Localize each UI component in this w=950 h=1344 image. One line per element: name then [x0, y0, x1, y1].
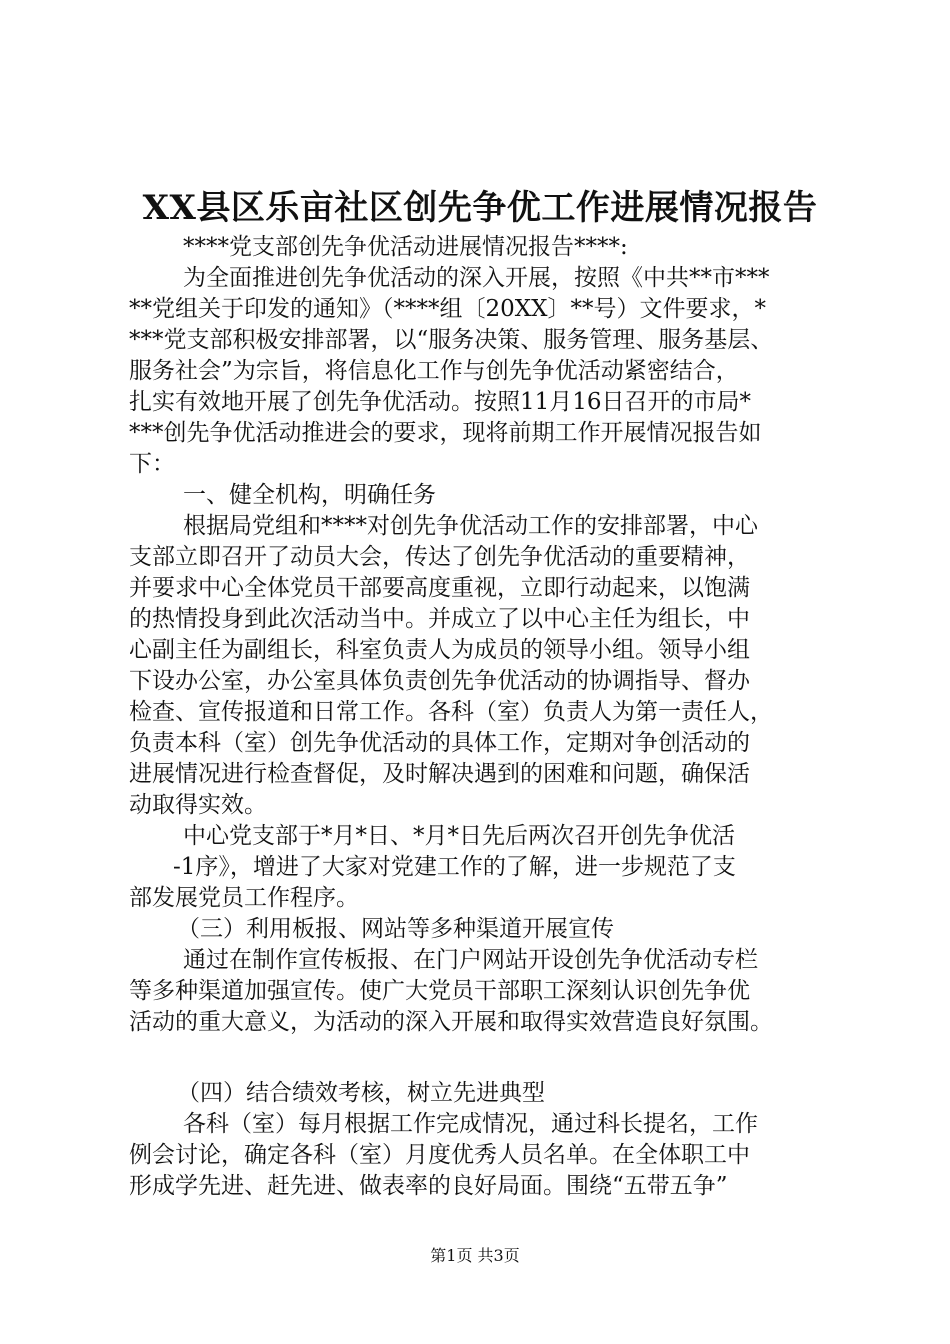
text-line: 活动的重大意义，为活动的深入开展和取得实效营造良好氛围。	[129, 1009, 773, 1035]
page-number-footer: 第1页 共3页	[430, 1246, 520, 1265]
text-line: 下：	[129, 451, 175, 477]
text-line: 中心党支部于*月*日、*月*日先后两次召开创先争优活	[183, 823, 735, 849]
section-heading: （四）结合绩效考核，树立先进典型	[177, 1080, 545, 1106]
text-line: 检查、宣传报道和日常工作。各科（室）负责人为第一责任人，	[129, 699, 773, 725]
text-line: 根据局党组和****对创先争优活动工作的安排部署，中心	[183, 513, 758, 539]
text-line: 例会讨论，确定各科（室）月度优秀人员名单。在全体职工中	[129, 1142, 750, 1168]
text-line: 等多种渠道加强宣传。使广大党员干部职工深刻认识创先争优	[129, 978, 750, 1004]
text-line: 动取得实效。	[129, 792, 267, 818]
text-line: 扎实有效地开展了创先争优活动。按照11月16日召开的市局*	[129, 389, 752, 415]
text-line: 的热情投身到此次活动当中。并成立了以中心主任为组长，中	[129, 606, 750, 632]
text-line: 服务社会”为宗旨，将信息化工作与创先争优活动紧密结合，	[129, 358, 739, 384]
paragraph-gap	[129, 1038, 849, 1078]
text-line: 并要求中心全体党员干部要高度重视，立即行动起来，以饱满	[129, 575, 750, 601]
text-line: 通过在制作宣传板报、在门户网站开设创先争优活动专栏	[183, 947, 758, 973]
text-line: 支部立即召开了动员大会，传达了创先争优活动的重要精神，	[129, 544, 750, 570]
text-line: -1序》，增进了大家对党建工作的了解，进一步规范了支	[173, 854, 736, 880]
text-line: ****党支部创先争优活动进展情况报告****:	[183, 234, 628, 260]
text-line: ***创先争优活动推进会的要求，现将前期工作开展情况报告如	[129, 420, 762, 446]
text-line: 进展情况进行检查督促，及时解决遇到的困难和问题，确保活	[129, 761, 750, 787]
document-title: XX县区乐亩社区创先争优工作进展情况报告	[142, 188, 818, 228]
text-line: 下设办公室，办公室具体负责创先争优活动的协调指导、督办	[129, 668, 750, 694]
document-body	[129, 232, 849, 1202]
text-line: ***党支部积极安排部署，以“服务决策、服务管理、服务基层、	[129, 327, 774, 353]
text-line: 形成学先进、赶先进、做表率的良好局面。围绕“五带五争”	[129, 1173, 728, 1199]
section-heading: 一、健全机构，明确任务	[183, 482, 436, 508]
text-line: **党组关于印发的通知》（****组〔20XX〕**号）文件要求，*	[129, 296, 767, 322]
text-line: 为全面推进创先争优活动的深入开展，按照《中共**市***	[183, 265, 770, 291]
text-line: 负责本科（室）创先争优活动的具体工作，定期对争创活动的	[129, 730, 750, 756]
text-line: 心副主任为副组长，科室负责人为成员的领导小组。领导小组	[129, 637, 750, 663]
text-line: 各科（室）每月根据工作完成情况，通过科长提名，工作	[183, 1111, 758, 1137]
text-line: 部发展党员工作程序。	[129, 885, 359, 911]
section-heading: （三）利用板报、网站等多种渠道开展宣传	[177, 916, 614, 942]
